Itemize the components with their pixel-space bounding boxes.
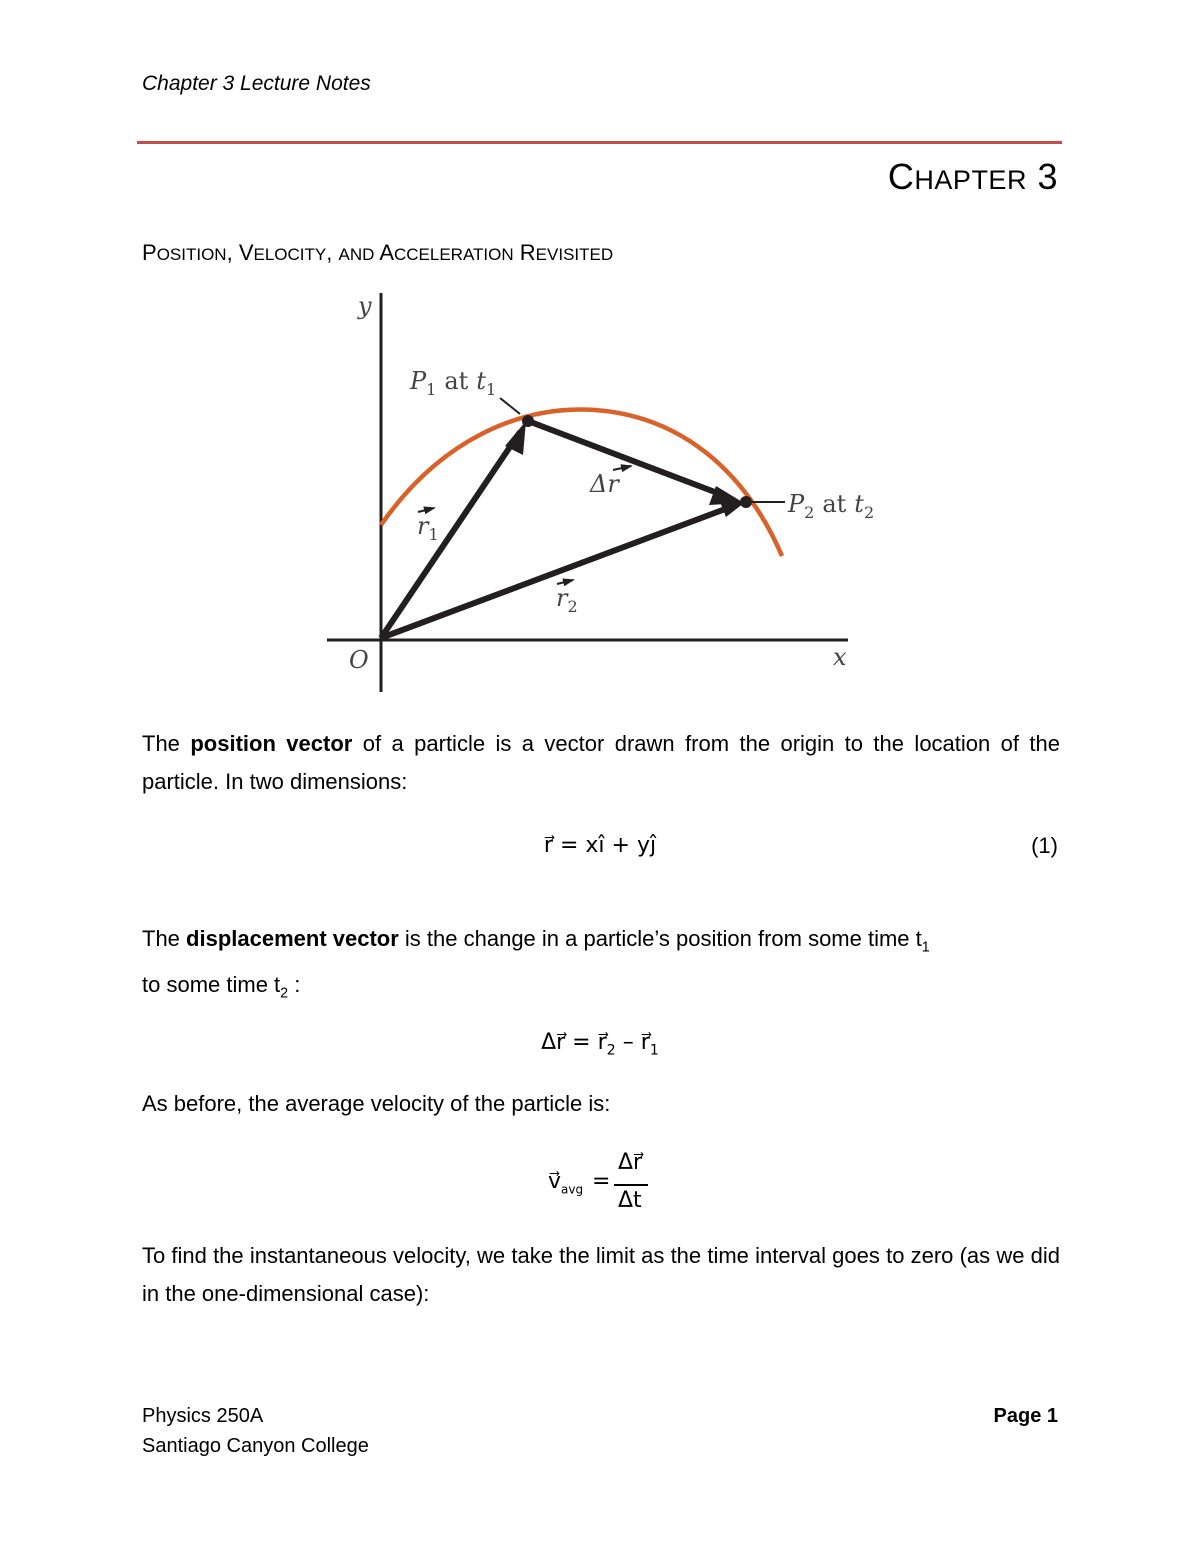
text-run: : — [294, 972, 301, 998]
r1-vector-arrow — [381, 432, 520, 638]
chapter-number: 3 — [1037, 156, 1058, 197]
term-position-vector: position vector — [190, 731, 353, 756]
equation-displacement — [0, 1030, 1200, 1058]
section-word-initial: R — [519, 240, 536, 265]
chapter-title-initial: C — [887, 156, 915, 197]
fraction-numerator: Δr⃗ — [618, 1150, 643, 1175]
footer-course: Physics 250A — [142, 1405, 264, 1427]
text-run: is the change in a particle’s position from some time t — [404, 926, 922, 951]
subscript: 2 — [280, 985, 289, 1002]
text-run: – r⃗ — [615, 1030, 650, 1055]
fraction-bar — [614, 1184, 648, 1186]
subscript: 2 — [606, 1042, 616, 1059]
section-word-rest: OSITION — [156, 245, 227, 264]
delta-r-vector-arrow — [528, 421, 728, 497]
equation-average-velocity — [548, 1150, 658, 1220]
y-axis-label: y — [358, 292, 372, 320]
point-p2 — [740, 496, 752, 508]
subscript: 1 — [649, 1042, 659, 1059]
section-word-rest: CCELERATION — [394, 245, 514, 264]
section-heading: POSITION, VELOCITY, AND ACCELERATION REVISITED — [142, 240, 614, 265]
p1-leader-line — [500, 398, 520, 414]
subscript: avg — [561, 1182, 584, 1197]
p1-label: $P_1$ at $t_1$ — [410, 367, 497, 399]
section-word-initial: A — [379, 240, 394, 265]
point-p1 — [522, 415, 534, 427]
chapter-title-rest: HAPTER — [914, 165, 1027, 195]
r1-label: $r_1$ — [417, 512, 439, 544]
section-word-initial: P — [142, 240, 157, 265]
x-axis-label: x — [833, 643, 847, 671]
equation-1: r⃗ = xî + yĵ — [543, 833, 657, 858]
term-displacement-vector: displacement vector — [186, 926, 399, 951]
text-run: Δr⃗ = r⃗ — [541, 1030, 607, 1055]
footer-college: Santiago Canyon College — [142, 1435, 369, 1457]
displacement-vector-paragraph — [142, 920, 1060, 1013]
section-word-rest: EVISITED — [535, 245, 614, 264]
text-run: The — [142, 926, 180, 951]
text-run: of a particle is a vector drawn from the origin to the location of the particle. In two dimensions: — [142, 731, 1061, 794]
equation-1-number: (1) — [1031, 833, 1058, 858]
r2-label: $r_2$ — [556, 584, 578, 616]
footer-page-number: Page 1 — [993, 1405, 1058, 1427]
instantaneous-velocity-paragraph: To find the instantaneous velocity, we take the limit as the time interval goes to zero (as we did in the one-dimensional case): — [142, 1243, 1060, 1306]
v-avg — [548, 1169, 583, 1196]
equals-sign: = — [592, 1169, 611, 1194]
text-run: The — [142, 731, 180, 756]
running-header: Chapter 3 Lecture Notes — [142, 72, 371, 95]
origin-label: O — [349, 646, 369, 674]
section-word-rest: ELOCITY — [253, 245, 327, 264]
section-word-and: AND — [338, 245, 375, 264]
average-velocity-paragraph: As before, the average velocity of the particle is: — [142, 1091, 611, 1116]
text-run: v⃗ — [548, 1169, 562, 1194]
text-run: to some time t — [142, 972, 281, 998]
trajectory-curve — [381, 410, 782, 556]
subscript: 1 — [921, 939, 930, 956]
p2-label: $P_2$ at $t_2$ — [788, 490, 875, 522]
position-vector-figure — [0, 0, 1200, 720]
delta-r-label: Δr — [590, 470, 619, 498]
fraction-denominator: Δt — [618, 1188, 642, 1213]
section-word-initial: V — [238, 240, 254, 265]
position-vector-paragraph — [142, 725, 1060, 801]
